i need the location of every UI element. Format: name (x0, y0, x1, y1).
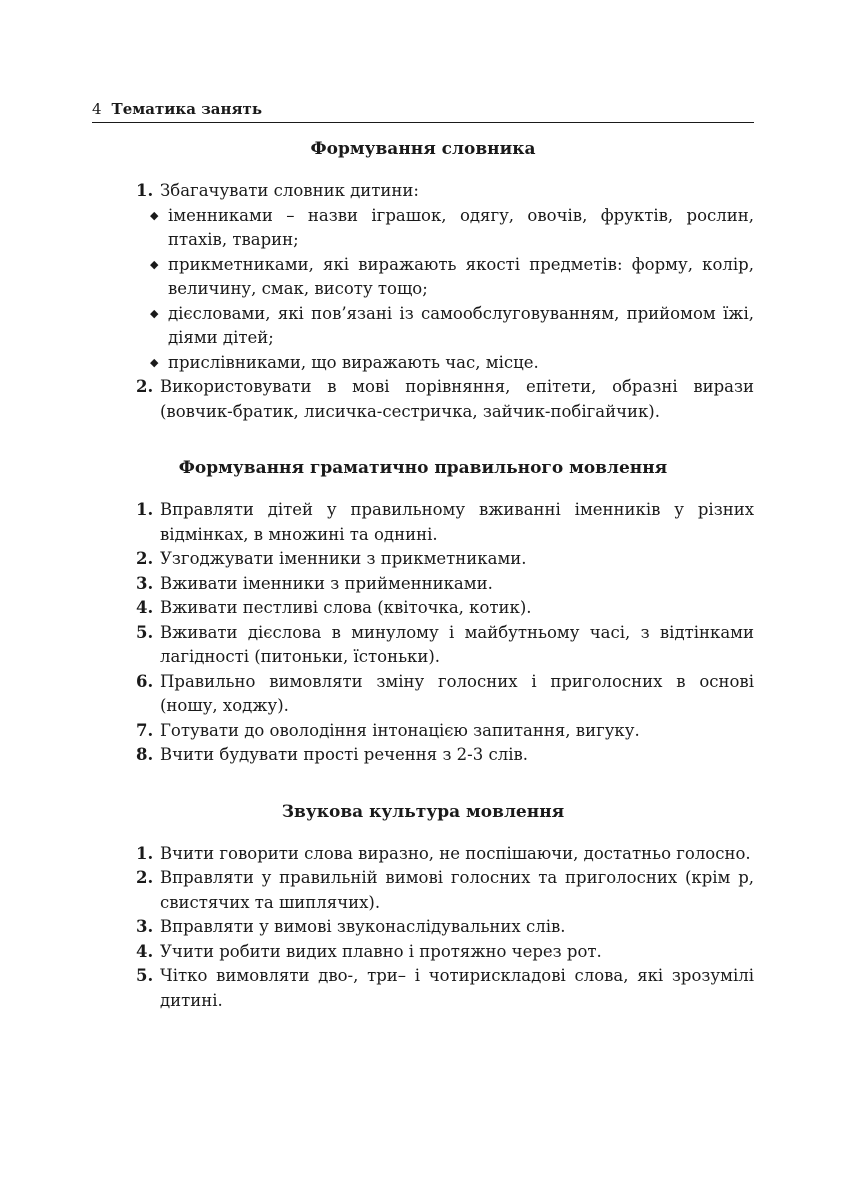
item-number: 6. (136, 671, 154, 691)
list-item (136, 743, 754, 768)
list-item (136, 670, 754, 719)
item-text: Вживати дієслова в минулому і майбутньому часі, з відтінками лагідності (питоньки, їстоньки). (160, 622, 754, 666)
item-text: Чітко вимовляти дво-, три– і чотирискладові слова, які зрозумілі дитині. (160, 966, 754, 1010)
sub-item-text: іменниками – назви іграшок, одягу, овочів, фруктів, рослин, птахів, тварин; (168, 205, 754, 249)
list-item (136, 866, 754, 915)
item-list (92, 179, 754, 424)
item-text: Вживати іменники з прийменниками. (160, 573, 493, 593)
item-list (92, 498, 754, 768)
list-item (136, 596, 754, 621)
diamond-bullet-icon: ◆ (150, 257, 159, 271)
item-text: Узгоджувати іменники з прикметниками. (160, 549, 527, 568)
item-text: Готувати до оволодіння інтонацією запитання, вигуку. (160, 720, 640, 740)
section-title: Формування граматично правильного мовлення (178, 458, 668, 478)
item-text: Вправляти дітей у правильному вживанні іменників у різних відмінках, в множині та однині. (160, 500, 754, 544)
sub-item-text: прислівниками, що виражають час, місце. (168, 352, 539, 372)
item-text: Вправляти у правильній вимові голосних та приголосних (крім р, свистячих та шиплячих). (160, 868, 754, 912)
list-item (136, 719, 754, 744)
item-number: 7. (136, 720, 154, 740)
list-item (136, 547, 754, 572)
sub-item (136, 204, 754, 253)
item-number: 5. (136, 622, 154, 642)
item-number: 2. (136, 868, 154, 887)
sub-item-text: прикметниками, які виражають якості предметів: форму, колір, величину, смак, висоту тощо; (168, 254, 754, 298)
section-vocabulary (92, 139, 754, 424)
item-number: 1. (136, 181, 154, 200)
item-text: Використовувати в мові порівняння, епітети, образні вирази (вовчик-братик, лисичка-сестричка, зайчик-побігайчик). (160, 377, 754, 421)
sub-list (136, 204, 754, 376)
section-sound-culture (92, 802, 754, 1014)
item-text: Вчити говорити слова виразно, не поспішаючи, достатньо голосно. (160, 843, 751, 863)
item-number: 4. (136, 941, 154, 961)
item-list (92, 842, 754, 1014)
item-text: Вправляти у вимові звуконаслідувальних слів. (160, 917, 566, 936)
list-item (136, 940, 754, 965)
list-item (136, 842, 754, 867)
list-item (136, 915, 754, 940)
diamond-bullet-icon: ◆ (150, 208, 159, 222)
section-grammar (92, 458, 754, 768)
page-number: 4 (92, 100, 102, 118)
item-text: Учити робити видих плавно і протяжно через рот. (160, 941, 602, 961)
item-number: 2. (136, 377, 154, 396)
item-number: 3. (136, 573, 154, 593)
running-title: Тематика занять (111, 100, 263, 118)
item-text: Вчити будувати прості речення з 2-3 слів. (160, 745, 529, 764)
page (92, 100, 754, 1013)
item-number: 1. (136, 500, 154, 519)
list-item (136, 621, 754, 670)
list-item (136, 964, 754, 1013)
section-title: Формування словника (310, 139, 536, 159)
sub-item (136, 351, 754, 376)
sub-item-text: дієсловами, які пов’язані із самообслуговуванням, прийомом їжі, діями дітей; (168, 303, 754, 347)
sub-item (136, 253, 754, 302)
diamond-bullet-icon: ◆ (150, 306, 159, 320)
sub-item (136, 302, 754, 351)
item-text: Вживати пестливі слова (квіточка, котик). (160, 598, 532, 617)
item-number: 3. (136, 917, 154, 936)
item-number: 5. (136, 966, 154, 985)
item-number: 4. (136, 598, 154, 617)
item-text: Збагачувати словник дитини: (160, 181, 419, 200)
item-number: 1. (136, 843, 154, 863)
item-number: 2. (136, 549, 154, 568)
diamond-bullet-icon: ◆ (150, 355, 159, 369)
item-text: Правильно вимовляти зміну голосних і приголосних в основі (ношу, ходжу). (160, 671, 754, 715)
list-item (136, 179, 754, 375)
list-item (136, 572, 754, 597)
list-item (136, 375, 754, 424)
running-header (92, 100, 754, 123)
list-item (136, 498, 754, 547)
item-number: 8. (136, 745, 154, 764)
section-title: Звукова культура мовлення (281, 801, 565, 822)
